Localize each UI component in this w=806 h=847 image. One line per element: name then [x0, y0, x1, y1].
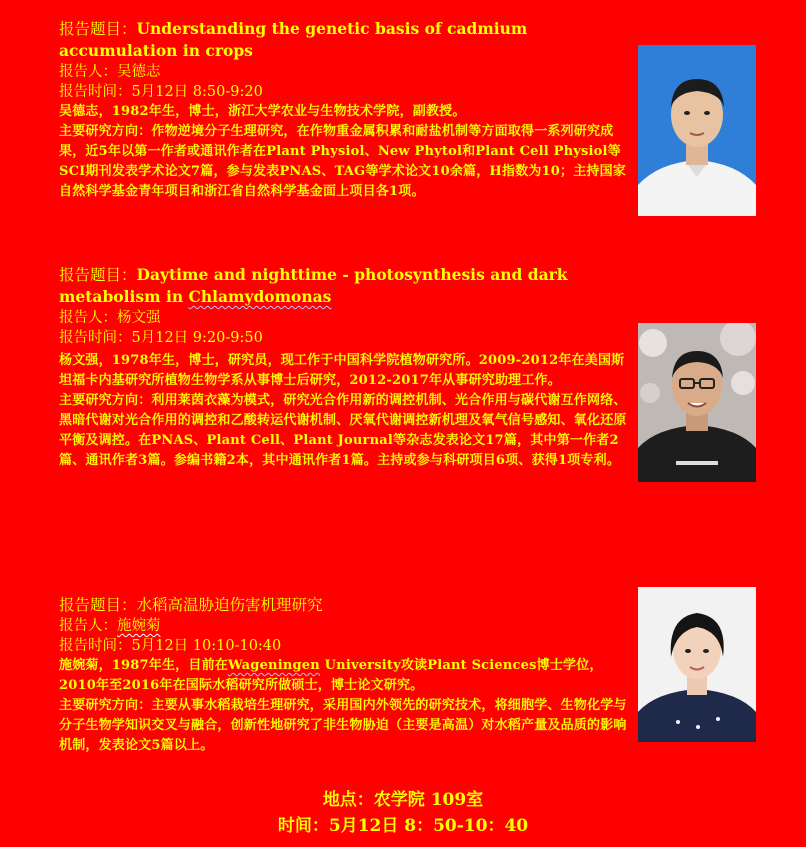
- event-location: 地点：农学院 109室: [322, 790, 484, 810]
- talk-time: 报告时间：5月12日 10:10-10:40: [59, 638, 282, 654]
- speaker-photo-1: [638, 45, 756, 216]
- talk-3: [59, 594, 629, 756]
- speaker-photo-2: [638, 323, 756, 482]
- speaker-bio: 杨文强，1978年生，博士，研究员，现工作于中国科学院植物研究所。2009-2012年在美国斯坦福卡内基研究所植物生物学系从事博士后研究，2012-2017年从事研究助理工作。 主要研究方向：利用莱茵衣藻为模式，研究光合作用新的调控机制、光合作用与碳代谢互作网络、黑暗代谢对光合作用的调控和乙酸转运代谢机制、厌氧代谢调控新机理及氧气信号感知、氧化还原平衡及调控。在PNAS、Plant Cell、Plant Journal等杂志发表论文17篇，其中第一作者2篇、通讯作者3篇。参编书籍2本，其中通讯作者1篇。主持或参与科研项目6项、获得1项专利。: [59, 353, 627, 468]
- talk-speaker: 报告人：杨文强: [59, 310, 161, 326]
- portrait-photo: [638, 323, 756, 482]
- talk-speaker: 报告人：吴德志: [59, 64, 161, 80]
- talk-time: 报告时间：5月12日 8:50-9:20: [59, 84, 263, 100]
- portrait-photo: [638, 587, 756, 742]
- talk-1: [59, 18, 629, 202]
- talk-title: 报告题目：水稻高温胁迫伤害机理研究: [59, 596, 323, 614]
- talk-title: 报告题目：Understanding the genetic basis of cadmium accumulation in crops: [59, 19, 528, 60]
- talk-2: [59, 264, 629, 471]
- talk-speaker: 报告人：施婉菊: [59, 618, 161, 634]
- talk-title: 报告题目：Daytime and nighttime - photosynthesis and dark metabolism in Chlamydomonas: [59, 265, 568, 306]
- speaker-photo-3: [638, 587, 756, 742]
- talk-time: 报告时间：5月12日 9:20-9:50: [59, 330, 263, 346]
- speaker-bio: 施婉菊，1987年生，目前在Wageningen University攻读Plant Sciences博士学位，2010年至2016年在国际水稻研究所做硕士，博士论文研究。 主要研究方向：主要从事水稻栽培生理研究，采用国内外领先的研究技术，将细胞学、生物化学与分子生物学知识交叉与融合，创新性地研究了非生物胁迫（主要是高温）对水稻产量及品质的影响机制，发表论文5篇以上。: [59, 658, 627, 753]
- event-time: 时间：5月12日 8：50-10：40: [277, 816, 529, 836]
- portrait-photo: [638, 45, 756, 216]
- speaker-bio: 吴德志，1982年生，博士，浙江大学农业与生物技术学院，副教授。 主要研究方向：作物逆境分子生理研究，在作物重金属积累和耐盐机制等方面取得一系列研究成果，近5年以第一作者或通讯作者在Plant Physiol、New Phytol和Plant Cell Physiol等SCI期刊发表学术论文7篇，参与发表PNAS、TAG等学术论文10余篇，H指数为10；主持国家自然科学基金青年项目和浙江省自然科学基金面上项目各1项。: [59, 104, 627, 199]
